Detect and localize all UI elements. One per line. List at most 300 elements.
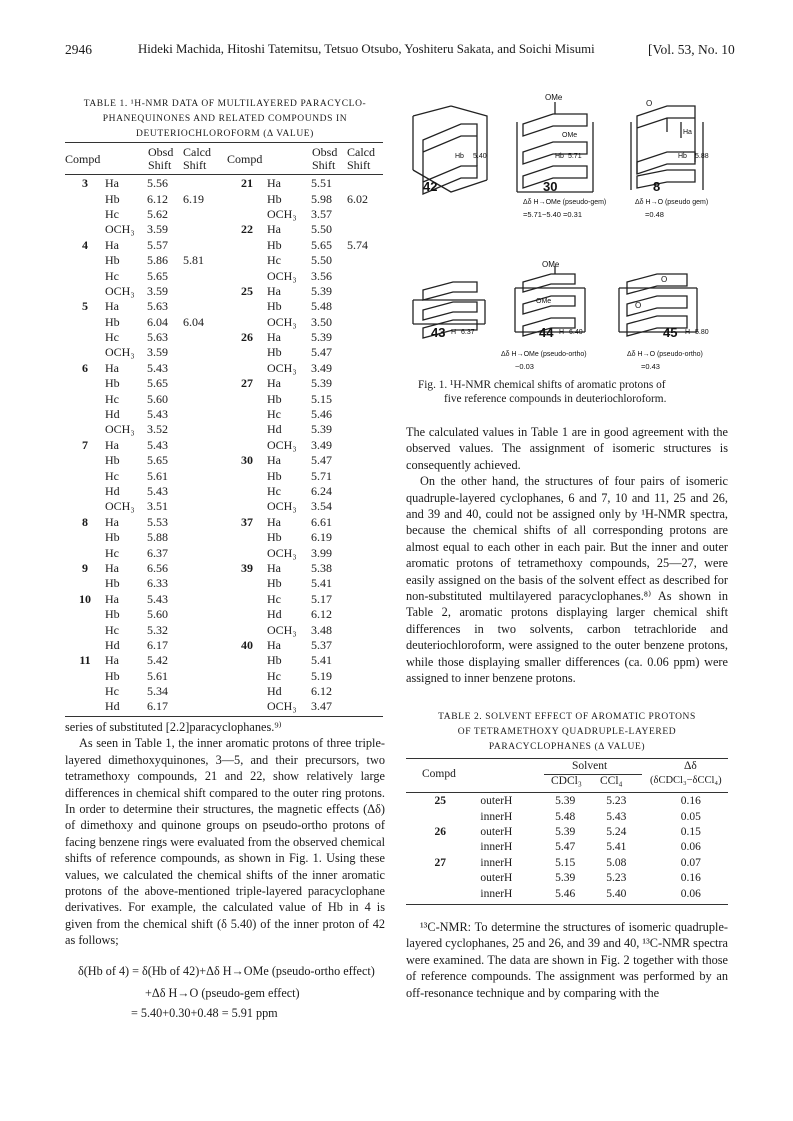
observed-shift: 5.60 [147,607,168,622]
table1-row [227,315,385,330]
compound-number [227,268,267,283]
calculated-shift [347,438,385,453]
compound-number [227,238,267,253]
table1-row [227,284,385,299]
delta-value: 0.16 [680,795,701,808]
observed-shift: 5.38 [311,560,332,575]
table1-row [65,653,225,668]
left-paragraph-2: As seen in Table 1, the inner aromatic protons of three triple-layered dimethoxyquinones, 3—5, and their precursors, two tetramethoxy compounds, 21 and 22, show relatively large differences in chemical shift compared to the outer ring protons. In order to determine their structures, the magnetic effects (Δδ) of dimethoxy and quinone groups on pseudo-ortho protons of facing benzene rings were evaluated from the observed chemical shifts of reference compounds, as shown in Fig. 1. Using these values, we calculated the chemical shifts of the inner aromatic protons of the above-mentioned triple-layered paracyclophane derivatives. For example, the calculated value of Hb in 4 is given from the chemical shift (δ 5.40) of the inner proton of 42 as follows; [65,736,385,948]
proton-label: Hb [105,253,120,268]
proton-label: OCH₃ [105,345,135,360]
calculated-shift [183,669,225,684]
proton-label: Hb [267,653,282,668]
proton-position: innerH [480,841,513,854]
compound-number: 7 [82,437,88,452]
table1-row [65,622,225,637]
compound-number [65,222,105,237]
observed-shift: 6.56 [147,560,168,575]
table1-row [65,484,225,499]
observed-shift: 5.39 [311,422,332,437]
page-number: 2946 [65,42,92,57]
table1-row [65,391,225,406]
observed-shift: 5.43 [147,591,168,606]
proton-label: Hb [267,391,282,406]
cdcl3-shift: 5.47 [555,841,576,854]
observed-shift: 5.61 [147,468,168,483]
compound-number [227,653,267,668]
right-paragraph-1: The calculated values in Table 1 are in good agreement with the observed values. The assignment of isomeric structures is consequently achieved. [406,425,728,472]
proton-label: Ha [105,237,119,252]
proton-label: OCH₃ [267,314,297,329]
observed-shift: 5.51 [311,176,332,191]
compound-number [65,607,105,622]
table2-row [406,825,728,840]
compound-number [227,684,267,699]
note-45-line1: Δδ H→O (pseudo-ortho) [627,351,703,358]
label-45-o-top: O [661,275,668,284]
compound-30: 30 [543,179,558,194]
table1-col-compd-left: Compd [65,152,101,166]
compound-42: 42 [423,179,438,194]
observed-shift: 3.49 [311,437,332,452]
calculated-shift [347,592,385,607]
compound-number: 26 [241,330,253,345]
table1-row [227,515,385,530]
table1-row [227,299,385,314]
calculated-shift [347,607,385,622]
calculated-shift: 6.04 [183,314,204,329]
cdcl3-shift: 5.46 [555,887,576,900]
compound-number [227,361,267,376]
calculated-shift [347,391,385,406]
compound-number [65,468,105,483]
observed-shift: 3.48 [311,622,332,637]
compound-number [227,345,267,360]
compound-number [227,576,267,591]
table1-col-obsd-left: Obsd [148,145,174,159]
compound-number [65,268,105,283]
calculated-shift [183,376,225,391]
compound-number [227,407,267,422]
observed-shift: 3.59 [147,222,168,237]
observed-shift: 6.04 [147,314,168,329]
compound-number [406,871,474,886]
table2-row [406,871,728,886]
table1-col-calcd-shift-right: Shift [347,158,371,172]
proton-label: Hc [105,468,119,483]
compound-number [406,886,474,901]
table1-row [65,438,225,453]
figure1-caption-line2: five reference compounds in deuteriochloroform. [444,393,667,405]
label-42-value: 5.40 [473,153,487,160]
observed-shift: 5.46 [311,407,332,422]
calculated-shift [347,684,385,699]
observed-shift: 5.65 [147,376,168,391]
compound-44: 44 [539,325,554,340]
table1-caption [65,97,385,142]
table1-row [227,222,385,237]
proton-label: OCH₃ [105,283,135,298]
calculated-shift [183,222,225,237]
calculated-shift [347,222,385,237]
table1-row [65,453,225,468]
table2-row [406,856,728,871]
calculated-shift [183,345,225,360]
table2-col-solvent: Solvent [572,760,608,772]
compound-number [65,315,105,330]
compound-number [65,330,105,345]
table1-row [227,499,385,514]
proton-position: outerH [480,795,513,808]
compound-number [227,699,267,714]
label-44-value: 6.40 [569,329,583,336]
calculated-shift [347,468,385,483]
table1-row [227,622,385,637]
table1-row [65,576,225,591]
observed-shift: 5.57 [147,237,168,252]
proton-label: Ha [267,283,281,298]
ccl4-shift: 5.43 [606,810,627,823]
ccl4-shift: 5.40 [606,887,627,900]
journal-volume: [Vol. 53, No. 10 [648,42,735,57]
observed-shift: 6.12 [147,191,168,206]
proton-label: Ha [105,653,119,668]
label-45-value: 5.80 [695,329,709,336]
observed-shift: 5.65 [147,268,168,283]
calculated-shift [183,391,225,406]
figure1-caption [418,378,728,406]
calculated-shift [183,499,225,514]
compound-number [65,699,105,714]
table1-caption-line3: DEUTERIOCHLOROFORM (Δ VALUE) [136,129,314,139]
proton-label: Ha [267,222,281,237]
cdcl3-shift: 5.39 [555,825,576,838]
calculated-shift [347,699,385,714]
calculated-shift [183,453,225,468]
proton-label: Hd [105,637,120,652]
calculated-shift [183,530,225,545]
observed-shift: 5.37 [311,637,332,652]
proton-label: Ha [267,453,281,468]
table1-row [227,684,385,699]
compound-number [227,422,267,437]
compound-number [65,484,105,499]
table1-row [65,361,225,376]
observed-shift: 5.53 [147,514,168,529]
proton-position: outerH [480,872,513,885]
table1-row [227,484,385,499]
table1-row [65,422,225,437]
compound-number: 21 [241,176,253,191]
compound-number [406,840,474,855]
calculated-shift [183,468,225,483]
observed-shift: 5.41 [311,576,332,591]
compound-number: 39 [241,560,253,575]
cdcl3-shift: 5.15 [555,856,576,869]
compound-number: 25 [241,283,253,298]
compound-number [65,622,105,637]
calculated-shift [183,361,225,376]
label-8-o: O [646,99,653,108]
observed-shift: 3.59 [147,345,168,360]
calculated-shift [347,453,385,468]
table2-col-delta: Δδ [684,760,697,772]
proton-label: Hb [267,191,282,206]
proton-label: Ha [105,591,119,606]
observed-shift: 5.65 [311,237,332,252]
table2-header-rule [406,792,728,793]
proton-label: OCH₃ [267,545,297,560]
compound-number [227,191,267,206]
observed-shift: 3.51 [147,499,168,514]
table2-caption-line2: OF TETRAMETHOXY QUADRUPLE-LAYERED [457,727,677,737]
table1-row [65,515,225,530]
proton-label: Ha [267,376,281,391]
compound-number [65,530,105,545]
proton-label: Ha [267,560,281,575]
proton-label: Ha [267,176,281,191]
table1-row [65,176,225,191]
table1-row [65,191,225,206]
table1-row [65,592,225,607]
table1-col-calcd-left: Calcd [183,145,211,159]
observed-shift: 3.57 [311,206,332,221]
table1-right-body [227,176,385,715]
right-paragraph-3: ¹³C-NMR: To determine the structures of isomeric quadruple-layered cyclophanes, 25 and 26, and 39 and 40, ¹³C-NMR spectra were examined. The data are shown in Fig. 2 together with those of reference compounds. The assignment was performed by an off-resonance technique and by comparing with the [406,920,728,1000]
table1-row [227,607,385,622]
label-42-hb: Hb [455,153,464,160]
calculated-shift [347,561,385,576]
observed-shift: 6.37 [147,545,168,560]
observed-shift: 3.52 [147,422,168,437]
observed-shift: 5.62 [147,206,168,221]
label-8-hb: Hb [678,153,687,160]
compound-number [227,592,267,607]
note-30-line1: Δδ H→OMe (pseudo-gem) [523,199,607,206]
table1-col-calcd-right: Calcd [347,145,375,159]
table1-col-shift-right: Shift [312,158,336,172]
compound-number [65,669,105,684]
calculated-shift [347,422,385,437]
compound-number: 8 [82,514,88,529]
proton-position: innerH [480,810,513,823]
calculated-shift [183,176,225,191]
calculated-shift [347,176,385,191]
compound-number: 9 [82,560,88,575]
proton-label: OCH₃ [105,499,135,514]
observed-shift: 5.43 [147,484,168,498]
compound-number [65,545,105,560]
proton-label: Ha [105,176,119,191]
table1-row [65,299,225,314]
compound-number [65,499,105,514]
compound-number [65,684,105,699]
observed-shift: 5.50 [311,253,332,268]
label-44-h: H [559,329,565,336]
structure-8 [631,106,703,190]
calculated-shift [183,684,225,699]
calculated-shift [347,345,385,360]
cdcl3-shift: 5.39 [555,795,576,808]
compound-number [227,669,267,684]
table1-row [227,576,385,591]
proton-position: innerH [480,887,513,900]
calculated-shift [183,592,225,607]
proton-position: innerH [480,856,513,869]
calculated-shift [347,284,385,299]
proton-label: Ha [267,330,281,345]
compound-number [65,376,105,391]
equation-line-3: = 5.40+0.30+0.48 = 5.91 ppm [131,1006,278,1020]
table1-row [65,238,225,253]
observed-shift: 5.43 [147,407,168,422]
compound-number [65,422,105,437]
table1-row [65,268,225,283]
running-authors: Hideki Machida, Hitoshi Tatemitsu, Tetsuo Otsubo, Yoshiteru Sakata, and Soichi Misumi [138,42,595,56]
structure-45 [619,274,697,336]
label-30-ome-inner: OMe [562,132,578,139]
proton-label: Hd [267,607,282,622]
proton-label: Hb [267,468,282,483]
observed-shift: 5.42 [147,653,168,668]
proton-label: OCH₃ [267,499,297,514]
calculated-shift: 6.19 [183,191,204,206]
calculated-shift [183,622,225,637]
proton-label: OCH₃ [267,360,297,375]
label-43-h: H [451,329,457,336]
proton-label: Hc [105,684,119,699]
observed-shift: 6.19 [311,530,332,545]
proton-label: Hb [105,530,120,545]
observed-shift: 6.12 [311,684,332,699]
table1-row [65,638,225,653]
table1-row [65,330,225,345]
calculated-shift [183,330,225,345]
compound-number: 5 [82,299,88,314]
note-8-line1: Δδ H→O (pseudo gem) [635,199,709,206]
compound-45: 45 [663,325,678,340]
table1-row [65,684,225,699]
ccl4-shift: 5.23 [606,872,627,885]
compound-number: 6 [82,360,88,375]
calculated-shift [183,653,225,668]
table1-bottom-rule [65,716,383,717]
compound-number: 27 [241,376,253,391]
observed-shift: 5.41 [311,653,332,668]
left-paragraph-1: series of substituted [2.2]paracyclophanes.⁹⁾ [65,720,282,734]
table1-row [227,407,385,422]
compound-number [227,530,267,545]
ccl4-shift: 5.23 [606,795,627,808]
calculated-shift [347,545,385,560]
observed-shift: 5.71 [311,468,332,483]
compound-number [406,809,474,824]
compound-number: 22 [241,222,253,237]
table2-caption-line3: PARACYCLOPHANES (Δ VALUE) [488,742,646,752]
table1-row [227,238,385,253]
calculated-shift [347,669,385,684]
compound-number: 27 [434,856,446,869]
proton-label: OCH₃ [267,622,297,637]
observed-shift: 5.65 [147,453,168,468]
label-30-value: 5.71 [568,153,582,160]
delta-value: 0.07 [680,856,701,869]
compound-number [227,253,267,268]
compound-number [227,499,267,514]
compound-number: 37 [241,514,253,529]
calculated-shift [183,438,225,453]
observed-shift: 5.32 [147,622,168,637]
observed-shift: 5.19 [311,668,332,683]
proton-label: OCH₃ [267,206,297,221]
proton-label: Ha [105,514,119,529]
table1-row [227,530,385,545]
observed-shift: 3.54 [311,499,332,514]
proton-label: OCH₃ [105,222,135,237]
calculated-shift [347,207,385,222]
table1-row [227,468,385,483]
equation-line-2: +Δδ H→O (pseudo-gem effect) [145,986,300,1000]
label-8-value: 5.88 [695,153,709,160]
proton-label: Hb [105,668,120,683]
compound-number [65,345,105,360]
compound-number [65,453,105,468]
proton-label: Hb [267,576,282,591]
calculated-shift [347,484,385,499]
observed-shift: 3.99 [311,545,332,560]
note-8-line2: =0.48 [645,210,664,219]
table1-row [227,545,385,560]
table2-caption-line1: TABLE 2. SOLVENT EFFECT OF AROMATIC PROTONS [438,712,696,722]
proton-label: Hc [267,407,281,422]
table1-row [65,376,225,391]
label-45-h: H [685,329,691,336]
delta-value: 0.06 [680,887,701,900]
proton-position: outerH [480,825,513,838]
observed-shift: 5.47 [311,453,332,468]
table1-top-rule [65,142,383,143]
proton-label: Hc [267,253,281,268]
calculated-shift [347,499,385,514]
proton-label: Hb [105,314,120,329]
left-column-text [65,719,385,949]
observed-shift: 5.86 [147,253,168,268]
observed-shift: 5.43 [147,437,168,452]
table1-row [227,638,385,653]
observed-shift: 6.17 [147,699,168,714]
observed-shift: 5.39 [311,283,332,298]
proton-label: Hc [267,484,281,498]
delta-value: 0.16 [680,872,701,885]
calculated-shift [183,268,225,283]
ccl4-shift: 5.41 [606,841,627,854]
proton-label: Hc [105,268,119,283]
table1-row [65,284,225,299]
table2-row [406,809,728,824]
proton-label: Ha [105,299,119,314]
compound-number [65,191,105,206]
table2-col-ccl4: CCl₄ [600,775,623,787]
table1-row [65,345,225,360]
right-paragraph-2: On the other hand, the structures of four pairs of isomeric quadruple-layered cyclophanes, 6 and 7, 10 and 11, 25 and 26, and 39 and 40, could not be assigned only by ¹H-NMR spectra, because the chemical shifts of all corresponding protons are almost equal to each other in each pair. But the inner and outer aromatic protons of tetramethoxy compounds, 25—27, were easily assigned on the basis of the solvent effect as described for non-substituted multilayered paracyclophanes.⁸⁾ As shown in Table 2, aromatic protons displaying larger chemical shift differences in two solvents, carbon tetrachloride and deuteriochloroform, were assigned to the outer benzene protons, while those displaying smaller differences (ca. 0.06 ppm) were assigned to inner benzene protons. [406,474,728,686]
table1-caption-line1: TABLE 1. ¹H-NMR DATA OF MULTILAYERED PARACYCLO- [83,99,367,109]
cdcl3-shift: 5.48 [555,810,576,823]
table1-row [227,453,385,468]
calculated-shift [347,622,385,637]
right-column-text [406,424,728,687]
compound-number [65,391,105,406]
proton-label: Hd [105,699,120,714]
